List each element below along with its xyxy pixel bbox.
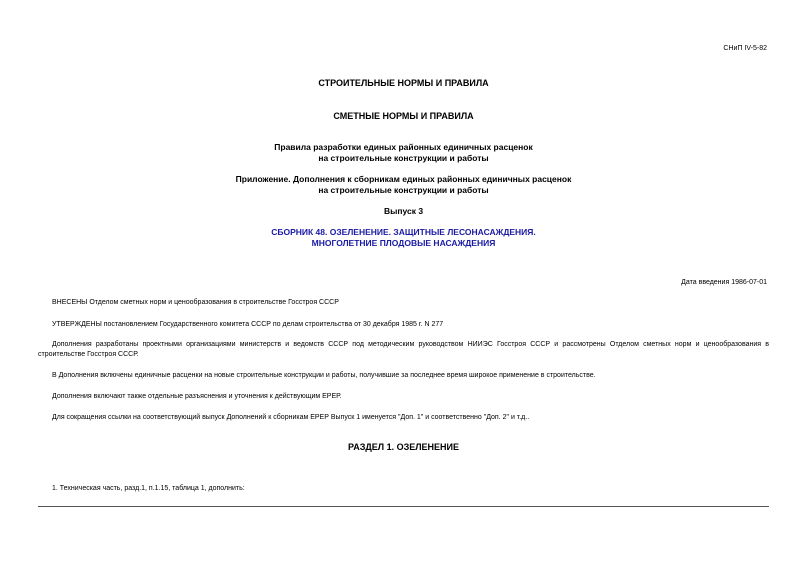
paragraph-developed: Дополнения разработаны проектными организациями министерств и ведомств СССР под методическим руководством НИИЭС Госстроя СССР и рассмотрены Отделом сметных норм и ценообразования в строительстве Госстроя СССР. [38,341,769,358]
title-appendix-line1: Приложение. Дополнения к сборникам единых районных единичных расценок [235,174,572,184]
title-appendix-line2: на строительные конструкции и работы [318,185,489,195]
title-building-norms: СТРОИТЕЛЬНЫЕ НОРМЫ И ПРАВИЛА [318,78,489,88]
paragraph-clarifications: Дополнения включают также отдельные разъяснения и уточнения к действующим ЕРЕР. [52,393,342,400]
collection-title-line1: СБОРНИК 48. ОЗЕЛЕНЕНИЕ. ЗАЩИТНЫЕ ЛЕСОНАСАЖДЕНИЯ. [271,227,536,237]
title-rules-block [0,142,807,164]
horizontal-divider [38,506,769,507]
paragraph-approved: УТВЕРЖДЕНЫ постановлением Государственного комитета СССР по делам строительства от 30 декабря 1985 г. N 277 [52,321,444,328]
title-estimate-norms: СМЕТНЫЕ НОРМЫ И ПРАВИЛА [333,111,474,121]
paragraph-introduced: ВНЕСЕНЫ Отделом сметных норм и ценообразования в строительстве Госстроя СССР [52,299,339,306]
item-technical-part: 1. Техническая часть, разд.1, п.1.15, таблица 1, дополнить: [52,485,245,492]
collection-title-block [0,227,807,249]
title-rules-line1: Правила разработки единых районных единичных расценок [274,142,533,152]
title-appendix-block [0,174,807,196]
collection-title-line2: МНОГОЛЕТНИЕ ПЛОДОВЫЕ НАСАЖДЕНИЯ [311,238,496,248]
document-code: СНиП IV-5-82 [723,45,767,52]
paragraph-references: Для сокращения ссылки на соответствующий выпуск Дополнений к сборникам ЕРЕР Выпуск 1 именуется "Доп. 1" и соответственно "Доп. 2" и т.д.. [52,414,530,421]
paragraph-included: В Дополнения включены единичные расценки на новые строительные конструкции и работы, получившие за последнее время широкое применение в строительстве. [52,372,596,379]
section-title: РАЗДЕЛ 1. ОЗЕЛЕНЕНИЕ [347,442,460,452]
effective-date: Дата введения 1986-07-01 [681,279,767,286]
title-rules-line2: на строительные конструкции и работы [318,153,489,163]
issue-number: Выпуск 3 [383,206,424,216]
